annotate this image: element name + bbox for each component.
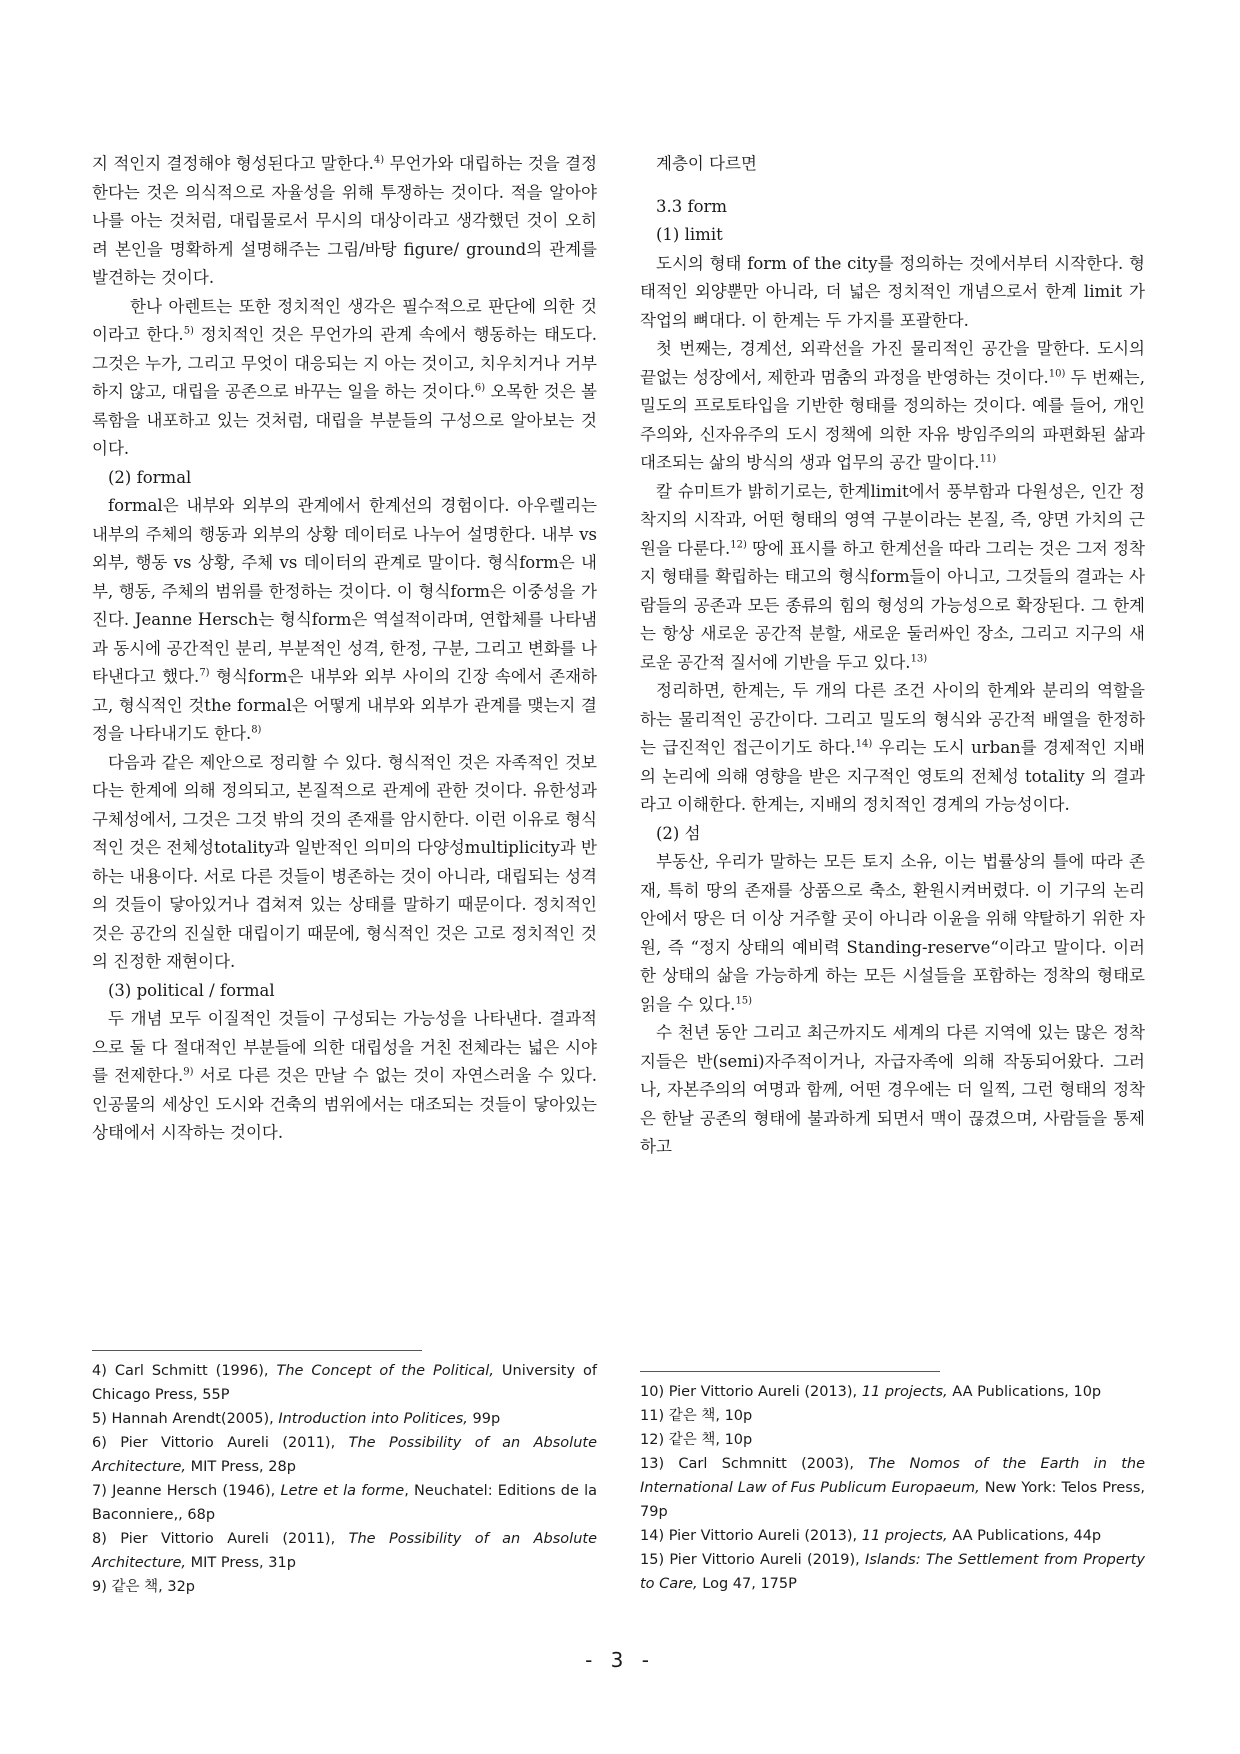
subsection-heading: (1) limit	[656, 225, 723, 244]
footnote: 11) 같은 책, 10p	[640, 1408, 753, 1424]
footnote-divider	[640, 1371, 940, 1372]
footnote: 13) Carl Schmnitt (2003), The Nomos of the Earth in the International Law of Fus Publicum Europaeum, New York: Telos Press, 79p	[640, 1456, 1146, 1520]
footnote: 15) Pier Vittorio Aureli (2019), Islands: The Settlement from Property to Care, Log 47, 175P	[640, 1552, 1145, 1592]
footnotes-left	[92, 1350, 597, 1599]
paragraph: 다음과 같은 제안으로 정리할 수 있다. 형식적인 것은 자족적인 것보다는 한계에 의해 정의되고, 본질적으로 관계에 관한 것이다. 유한성과 구체성에서, 그것은 그것 밖의 것의 존재를 암시한다. 이런 이유로 형식적인 것은 전체성totality과 일반적인 의미의 다양성multiplicity과 반하는 내용이다. 서로 다른 것들이 병존하는 것이 아니라, 대립되는 성격의 것들이 닿아있거나 겹쳐져 있는 상태를 말하기 때문이다. 정치적인 것은 공간의 진실한 대립이기 때문에, 형식적인 것은 고로 정치적인 것의 진정한 재현이다.	[92, 752, 597, 971]
left-column	[92, 150, 597, 1148]
footnote: 10) Pier Vittorio Aureli (2013), 11 projects, AA Publications, 10p	[640, 1384, 1102, 1400]
paragraph: 칼 슈미트가 밝히기로는, 한계limit에서 풍부함과 다원성은, 인간 정착지의 시작과, 어떤 형태의 영역 구분이라는 본질, 즉, 양면 가치의 근원을 다룬다.$^{12)}$ 땅에 표시를 하고 한계선을 따라 그리는 것은 그저 정착지 형태를 확립하는 태고의 형식form들이 아니고, 그것들의 결과는 사람들의 공존과 모든 종류의 힘의 형성의 가능성으로 확장된다. 그 한계는 항상 새로운 공간적 분할, 새로운 둘러싸인 장소, 그리고 지구의 새로운 공간적 질서에 기반을 두고 있다.$^{13)}$	[640, 481, 1145, 672]
spacer	[640, 179, 1145, 193]
section-heading: (2) formal	[108, 467, 192, 487]
page-number: - 3 -	[585, 1648, 655, 1672]
footnote: 8) Pier Vittorio Aureli (2011), The Possibility of an Absolute Architecture, MIT Press, 31p	[92, 1531, 597, 1571]
paragraph: 한나 아렌트는 또한 정치적인 생각은 필수적으로 판단에 의한 것이라고 한다.$^{5)}$ 정치적인 것은 무언가의 관계 속에서 행동하는 태도다. 그것은 누가, 그리고 무엇이 대응되는 지 아는 것이고, 치우치거나 거부하지 않고, 대립을 공존으로 바꾸는 일을 하는 것이다.$^{6)}$ 오목한 것은 볼록함을 내포하고 있는 것처럼, 대립을 부분들의 구성으로 알아보는 것이다.	[92, 296, 598, 458]
paragraph: formal은 내부와 외부의 관계에서 한계선의 경험이다. 아우렐리는 내부의 주체의 행동과 외부의 상황 데이터로 나누어 설명한다. 내부 vs 외부, 행동 vs 상황, 주체 vs 데이터의 관계로 말이다. 형식form은 내부, 행동, 주체의 범위를 한정하는 것이다. 이 형식form은 이중성을 가진다. Jeanne Hersch는 형식form은 역설적이라며, 연합체를 나타냄과 동시에 공간적인 분리, 부분적인 성격, 한정, 구분, 그리고 변화를 나타낸다고 했다.$^{7)}$ 형식form은 내부와 외부 사이의 긴장 속에서 존재하고, 형식적인 것the formal은 어떻게 내부와 외부가 관계를 맺는지 결정을 나타내기도 한다.$^{8)}$	[92, 496, 597, 743]
paragraph: 부동산, 우리가 말하는 모든 토지 소유, 이는 법률상의 틀에 따라 존재, 특히 땅의 존재를 상품으로 축소, 환원시켜버렸다. 이 기구의 논리 안에서 땅은 더 이상 거주할 곳이 아니라 이윤을 위해 약탈하기 위한 자원, 즉 “정지 상태의 예비력 Standing-reserve“이라고 말이다. 이러한 상태의 삶을 가능하게 하는 모든 시설들을 포함하는 정착의 형태로 읽을 수 있다.$^{15)}$	[640, 852, 1145, 1014]
paragraph: 계층이 다르면	[656, 154, 757, 173]
right-column	[640, 150, 1145, 1162]
paragraph: 수 천년 동안 그리고 최근까지도 세계의 다른 지역에 있는 많은 정착지들은 반(semi)자주적이거나, 자급자족에 의해 작동되어왔다. 그러나, 자본주의의 여명과 함께, 어떤 경우에는 더 일찍, 그런 형태의 정착은 한날 공존의 형태에 불과하게 되면서 맥이 끊겼으며, 사람들을 통제하고	[640, 1023, 1145, 1156]
paragraph: 지 적인지 결정해야 형성된다고 말한다.$^{4)}$ 무언가와 대립하는 것을 결정한다는 것은 의식적으로 자율성을 위해 투쟁하는 것이다. 적을 알아야 나를 아는 것처럼, 대립물로서 무시의 대상이라고 생각했던 것이 오히려 본인을 명확하게 설명해주는 그림/바탕 figure/ ground의 관계를 발견하는 것이다.	[92, 154, 598, 287]
footnote: 5) Hannah Arendt(2005), Introduction into Politices, 99p	[92, 1411, 501, 1427]
footnote: 4) Carl Schmitt (1996), The Concept of the Political, University of Chicago Press, 55P	[92, 1363, 597, 1403]
footnote: 12) 같은 책, 10p	[640, 1432, 753, 1448]
footnote: 9) 같은 책, 32p	[92, 1579, 195, 1595]
section-heading: 3.3 form	[656, 196, 728, 216]
footnotes-right	[640, 1371, 1145, 1596]
paragraph: 정리하면, 한계는, 두 개의 다른 조건 사이의 한계와 분리의 역할을 하는 물리적인 공간이다. 그리고 밀도의 형식와 공간적 배열을 한정하는 급진적인 접근이기도 하다.$^{14)}$ 우리는 도시 urban를 경제적인 지배의 논리에 의해 영향을 받은 지구적인 영토의 전체성 totality 의 결과라고 이해한다. 한계는, 지배의 정치적인 경계의 가능성이다.	[640, 681, 1145, 814]
subsection-heading: (2) 섬	[656, 823, 701, 843]
footnote: 7) Jeanne Hersch (1946), Letre et la forme, Neuchatel: Editions de la Baconniere,, 68p	[92, 1483, 597, 1523]
footnote: 14) Pier Vittorio Aureli (2013), 11 projects, AA Publications, 44p	[640, 1528, 1102, 1544]
footnote: 6) Pier Vittorio Aureli (2011), The Possibility of an Absolute Architecture, MIT Press, 28p	[92, 1435, 597, 1475]
section-heading: (3) political / formal	[108, 980, 275, 1000]
paragraph: 도시의 형태 form of the city를 정의하는 것에서부터 시작한다. 형태적인 외양뿐만 아니라, 더 넓은 정치적인 개념으로서 한계 limit 가 작업의 뼈대다. 이 한계는 두 가지를 포괄한다.	[640, 253, 1145, 330]
paragraph: 두 개념 모두 이질적인 것들이 구성되는 가능성을 나타낸다. 결과적으로 둘 다 절대적인 부분들에 의한 대립성을 거친 전체라는 넓은 시야를 전제한다.$^{9)}$ 서로 다른 것은 만날 수 없는 것이 자연스러울 수 있다. 인공물의 세상인 도시와 건축의 범위에서는 대조되는 것들이 닿아있는 상태에서 시작하는 것이다.	[92, 1009, 597, 1142]
footnote-divider	[92, 1350, 422, 1351]
paragraph: 첫 번째는, 경계선, 외곽선을 가진 물리적인 공간을 말한다. 도시의 끝없는 성장에서, 제한과 멈춤의 과정을 반영하는 것이다.$^{10)}$ 두 번째는, 밀도의 프로토타입을 기반한 형태를 정의하는 것이다. 예를 들어, 개인주의와, 신자유주의 도시 정책에 의한 자유 방임주의의 파편화된 삶과 대조되는 삶의 방식의 생과 업무의 공간 말이다.$^{11)}$	[640, 339, 1145, 472]
